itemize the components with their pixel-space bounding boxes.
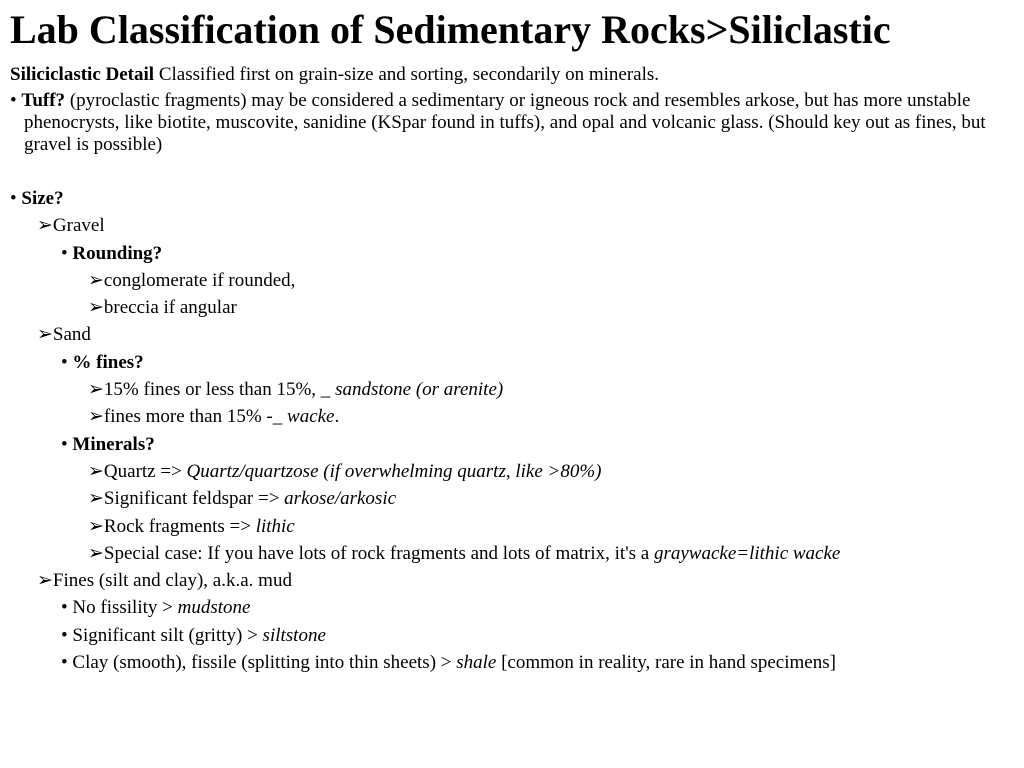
list-item-text: fines more than 15% -_ — [103, 406, 288, 428]
minerals-item — [10, 431, 1015, 458]
bullet-icon: • — [61, 433, 68, 455]
list-item — [10, 513, 1015, 540]
rock-name: siltstone — [262, 624, 326, 646]
list-item — [10, 622, 1015, 649]
arrow-bullet-icon: ➢ — [37, 570, 53, 592]
list-item — [10, 403, 1015, 430]
size-item — [10, 185, 1015, 212]
rock-name: lithic — [255, 515, 295, 537]
classification-outline — [10, 185, 1015, 676]
tuff-label: Tuff? — [21, 90, 66, 111]
list-item — [10, 267, 1015, 294]
arrow-bullet-icon: ➢ — [88, 515, 104, 537]
size-label: Size? — [21, 188, 64, 209]
list-item-text: conglomerate if rounded, — [103, 269, 296, 291]
arrow-bullet-icon: ➢ — [88, 406, 104, 428]
tuff-paragraph — [10, 90, 1010, 156]
bullet-icon: • — [61, 351, 68, 373]
arrow-bullet-icon: ➢ — [88, 460, 104, 482]
list-item-text: 15% fines or less than 15%, _ — [103, 379, 336, 401]
bullet-icon: • — [10, 188, 17, 209]
intro-paragraph — [10, 63, 1010, 87]
rounding-item — [10, 240, 1015, 267]
tuff-text: (pyroclastic fragments) may be considered a sedimentary or igneous rock and resembles arkose, but has more unstable phenocrysts, like biotite, muscovite, sanidine (KSpar found in tuffs), and opal and volcanic glass. (Should key out as fines, but gravel is possible) — [24, 90, 986, 155]
rock-name: arkose/arkosic — [284, 488, 397, 510]
arrow-bullet-icon: ➢ — [88, 297, 104, 319]
rock-name: wacke — [287, 406, 335, 428]
gravel-label: Gravel — [52, 215, 105, 237]
bullet-icon: • — [61, 597, 68, 619]
list-item-text: Rock fragments => — [103, 515, 256, 537]
intro-text: Classified first on grain-size and sorting, secondarily on minerals. — [154, 64, 660, 85]
fines-mud-item — [10, 567, 1015, 594]
list-item-text: Quartz => — [103, 460, 187, 482]
list-item — [10, 294, 1015, 321]
list-item-text: Special case: If you have lots of rock fragments and lots of matrix, it's a — [103, 542, 654, 564]
list-item-suffix: . — [334, 406, 340, 428]
list-item-text: Significant feldspar => — [103, 488, 285, 510]
intro-label: Siliciclastic Detail — [10, 64, 155, 85]
list-item — [10, 594, 1015, 621]
list-item-text: No fissility > — [72, 597, 178, 619]
arrow-bullet-icon: ➢ — [37, 324, 53, 346]
bullet-icon: • — [61, 242, 68, 264]
list-item — [10, 485, 1015, 512]
bullet-icon: • — [61, 624, 68, 646]
arrow-bullet-icon: ➢ — [88, 488, 104, 510]
fines-mud-label: Fines (silt and clay), a.k.a. mud — [52, 570, 292, 592]
arrow-bullet-icon: ➢ — [88, 379, 104, 401]
list-item — [10, 376, 1015, 403]
rock-name: Quartz/quartzose (if overwhelming quartz, like >80%) — [186, 460, 602, 482]
list-item-text: breccia if angular — [103, 297, 237, 319]
arrow-bullet-icon: ➢ — [88, 269, 104, 291]
list-item — [10, 540, 1015, 567]
rock-name: sandstone (or arenite) — [335, 379, 504, 401]
sand-item — [10, 321, 1015, 348]
rock-name: graywacke=lithic wacke — [653, 542, 841, 564]
bullet-icon: • — [61, 652, 68, 674]
gravel-item — [10, 212, 1015, 239]
rock-name: shale — [456, 652, 497, 674]
bullet-icon: • — [10, 90, 17, 111]
list-item — [10, 458, 1015, 485]
rounding-label: Rounding? — [72, 242, 163, 264]
fines-percent-item — [10, 349, 1015, 376]
rock-name: mudstone — [177, 597, 251, 619]
sand-label: Sand — [52, 324, 91, 346]
fines-percent-label: % fines? — [72, 351, 144, 373]
list-item-text: Clay (smooth), fissile (splitting into thin sheets) > — [72, 652, 457, 674]
minerals-label: Minerals? — [72, 433, 155, 455]
page-title: Lab Classification of Sedimentary Rocks>Siliclastic — [10, 7, 891, 52]
arrow-bullet-icon: ➢ — [37, 215, 53, 237]
list-item-suffix: [common in reality, rare in hand specimens] — [496, 652, 836, 674]
arrow-bullet-icon: ➢ — [88, 542, 104, 564]
list-item-text: Significant silt (gritty) > — [72, 624, 263, 646]
list-item — [10, 649, 1015, 676]
